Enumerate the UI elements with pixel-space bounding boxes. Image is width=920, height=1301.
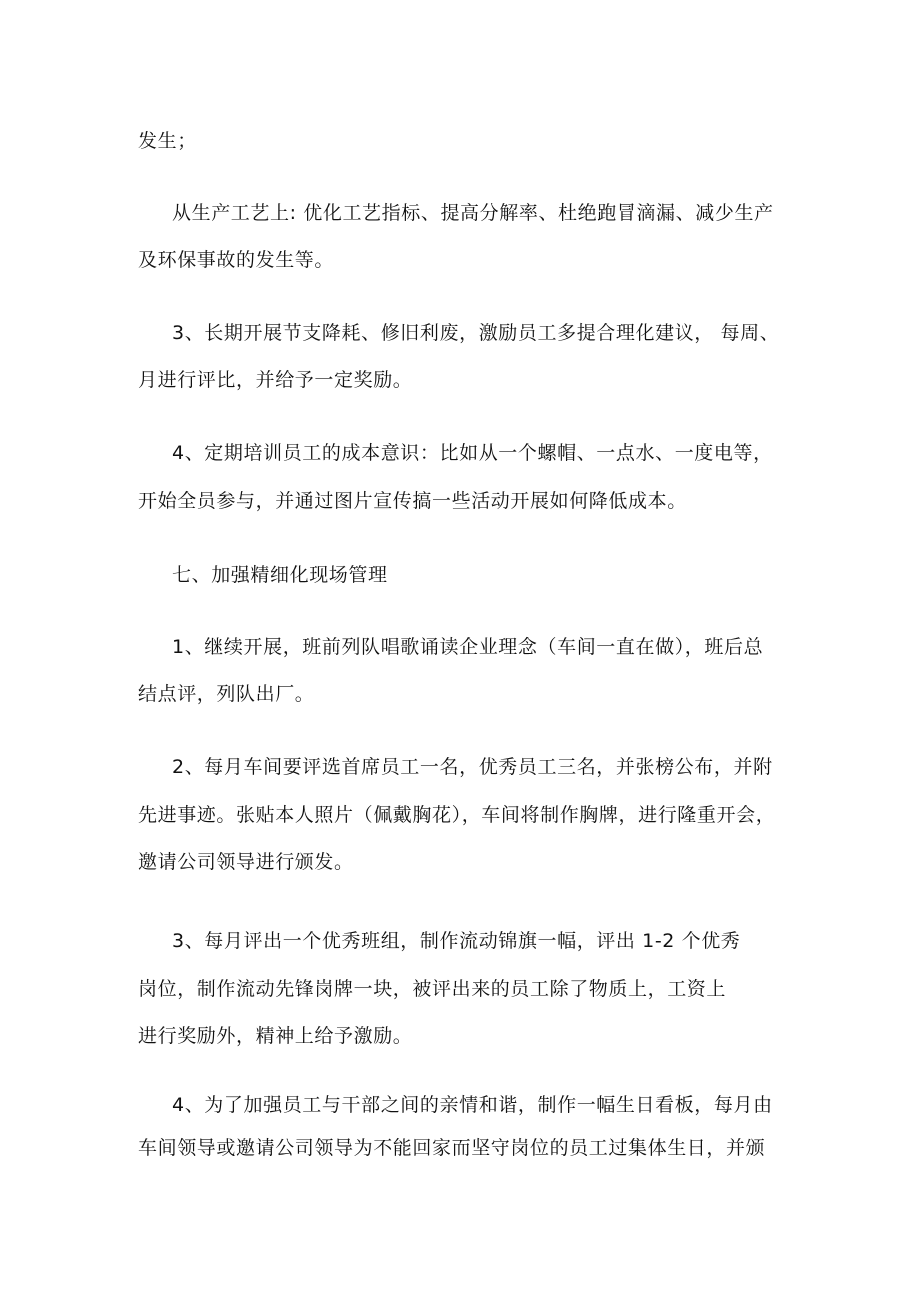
text-line: 从生产工艺上: 优化工艺指标、提高分解率、杜绝跑冒滴漏、减少生产 bbox=[172, 202, 774, 224]
text-line: 及环保事故的发生等。 bbox=[138, 249, 335, 271]
text-line: 3、每月评出一个优秀班组，制作流动锦旗一幅，评出 1-2 个优秀 bbox=[172, 930, 741, 952]
text-line: 1、继续开展，班前列队唱歌诵读企业理念（车间一直在做），班后总 bbox=[172, 636, 764, 658]
text-line: 发生； bbox=[138, 130, 197, 152]
text-line: 月进行评比，并给予一定奖励。 bbox=[138, 369, 413, 391]
text-line: 4、定期培训员工的成本意识：比如从一个螺帽、一点水、一度电等， bbox=[172, 442, 773, 464]
text-line: 3、长期开展节支降耗、修旧利废，激励员工多提合理化建议， 每周、 bbox=[172, 322, 780, 344]
text-line: 4、为了加强员工与干部之间的亲情和谐，制作一幅生日看板，每月由 bbox=[172, 1094, 773, 1116]
text-line: 岗位，制作流动先锋岗牌一块，被评出来的员工除了物质上，工资上 bbox=[138, 978, 727, 1000]
text-line: 开始全员参与，并通过图片宣传搞一些活动开展如何降低成本。 bbox=[138, 490, 687, 512]
text-line: 2、每月车间要评选首席员工一名，优秀员工三名，并张榜公布，并附 bbox=[172, 756, 773, 778]
section-heading: 七、加强精细化现场管理 bbox=[172, 564, 388, 586]
text-line: 先进事迹。张贴本人照片（佩戴胸花），车间将制作胸牌，进行隆重开会， bbox=[138, 804, 776, 826]
text-line: 车间领导或邀请公司领导为不能回家而坚守岗位的员工过集体生日，并颁 bbox=[138, 1137, 766, 1159]
text-line: 邀请公司领导进行颁发。 bbox=[138, 851, 354, 873]
text-line: 结点评，列队出厂。 bbox=[138, 683, 315, 705]
text-line: 进行奖励外，精神上给予激励。 bbox=[138, 1025, 413, 1047]
